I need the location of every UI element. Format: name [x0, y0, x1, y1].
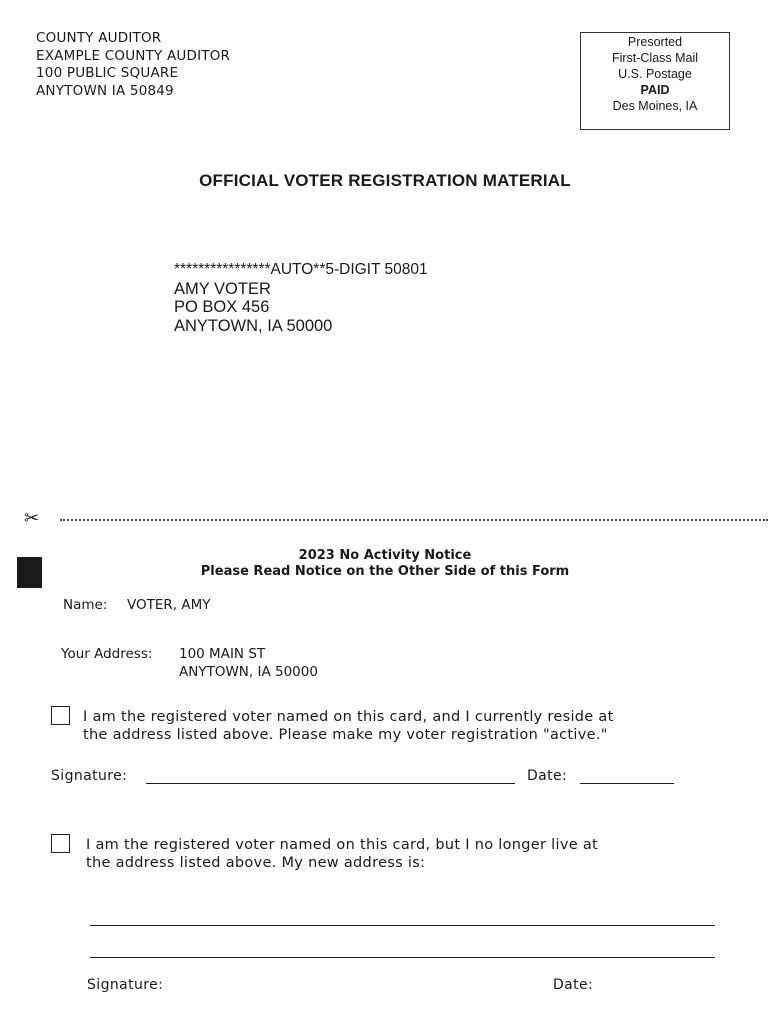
notice-title — [0, 548, 770, 580]
address-label: Your Address: — [61, 646, 153, 662]
date-label-2: Date: — [553, 977, 594, 993]
recipient-city: ANYTOWN, IA 50000 — [174, 316, 333, 335]
return-address-line: 100 PUBLIC SQUARE — [36, 65, 179, 81]
address-line-2: ANYTOWN, IA 50000 — [179, 664, 318, 680]
recipient-name: AMY VOTER — [174, 279, 271, 298]
cut-line — [60, 519, 768, 521]
moved-statement-line: I am the registered voter named on this card, but I no longer live at — [86, 837, 598, 853]
presort-line: ****************AUTO**5-DIGIT 50801 — [174, 261, 428, 278]
return-address — [36, 30, 230, 100]
active-statement-line: the address listed above. Please make my voter registration "active." — [83, 727, 608, 743]
official-heading: OFFICIAL VOTER REGISTRATION MATERIAL — [199, 171, 571, 190]
return-address-line: COUNTY AUDITOR — [36, 30, 162, 46]
active-statement — [83, 708, 614, 744]
notice-subtitle: Please Read Notice on the Other Side of this Form — [200, 564, 570, 579]
postage-line: U.S. Postage — [618, 67, 692, 81]
mailing-address — [174, 261, 428, 335]
signature-label-2: Signature: — [87, 977, 164, 993]
scissors-icon: ✂ — [24, 508, 40, 529]
name-value: VOTER, AMY — [127, 597, 211, 613]
signature-line[interactable] — [146, 783, 515, 784]
signature-label: Signature: — [51, 768, 128, 784]
postage-line: Des Moines, IA — [612, 99, 698, 113]
active-statement-line: I am the registered voter named on this card, and I currently reside at — [83, 709, 614, 725]
notice-title-line: 2023 No Activity Notice — [298, 548, 472, 563]
new-address-line-2[interactable] — [90, 957, 715, 958]
date-line[interactable] — [580, 783, 674, 784]
postage-paid: PAID — [640, 83, 670, 97]
postage-indicia — [580, 32, 730, 130]
recipient-street: PO BOX 456 — [174, 298, 270, 316]
name-label: Name: — [63, 597, 108, 613]
new-address-line-1[interactable] — [90, 925, 715, 926]
moved-statement — [86, 836, 598, 872]
moved-checkbox[interactable] — [51, 834, 70, 853]
active-checkbox[interactable] — [51, 706, 70, 725]
postage-line: First-Class Mail — [611, 51, 699, 65]
address-line-1: 100 MAIN ST — [179, 646, 266, 662]
return-address-line: ANYTOWN IA 50849 — [36, 82, 174, 99]
return-address-line: EXAMPLE COUNTY AUDITOR — [36, 47, 231, 64]
date-label: Date: — [527, 768, 568, 784]
postage-line: Presorted — [627, 35, 683, 49]
moved-statement-line: the address listed above. My new address is: — [86, 855, 426, 871]
